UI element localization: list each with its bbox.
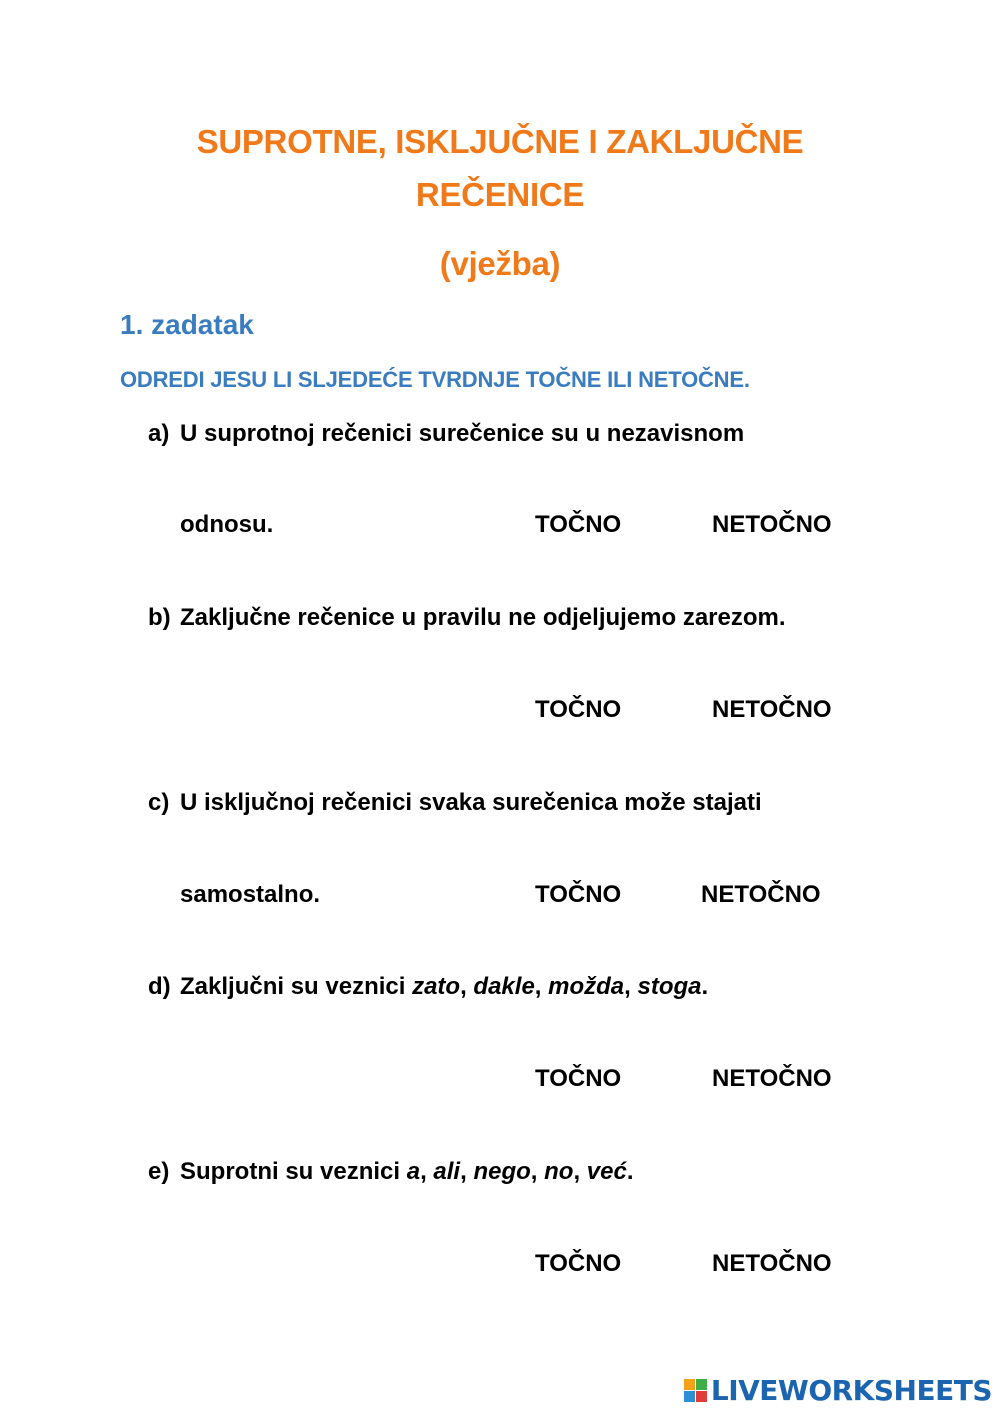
liveworksheets-logo[interactable]: [684, 1374, 992, 1407]
conjunction-word: možda: [548, 973, 625, 1000]
conjunction-word: zato: [412, 973, 461, 1000]
question-letter: e): [148, 1158, 170, 1185]
answer-false-option[interactable]: NETOČNO: [712, 511, 832, 538]
separator: ,: [624, 973, 638, 1000]
brand-name: LIVEWORKSHEETS: [710, 1374, 992, 1407]
title-line-2: REČENICE: [415, 176, 585, 213]
conjunction-word: nego: [473, 1158, 531, 1185]
answer-false-option[interactable]: NETOČNO: [701, 881, 821, 908]
answer-false-option[interactable]: NETOČNO: [712, 1250, 832, 1277]
answer-false-option[interactable]: NETOČNO: [712, 696, 832, 723]
separator: ,: [534, 973, 549, 1000]
separator: ,: [460, 1158, 474, 1185]
conjunction-word: no: [544, 1158, 574, 1185]
conjunction-word: a: [406, 1158, 421, 1185]
subtitle: (vježba): [439, 245, 561, 282]
question-text-line-1: U isključnoj rečenici svaka surečenica može stajati: [180, 789, 762, 816]
conjunction-word: već: [586, 1158, 627, 1185]
question-text-line-1: [180, 973, 708, 1001]
question-letter: b): [148, 604, 171, 631]
conjunction-word: ali: [433, 1158, 461, 1185]
conjunction-word: stoga: [637, 973, 702, 1000]
task-heading: 1. zadatak: [120, 309, 254, 340]
question-text-line-2: odnosu.: [180, 511, 274, 538]
question-text-line-1: Zaključne rečenice u pravilu ne odjeljujemo zarezom.: [180, 604, 786, 631]
sentence-end: .: [701, 973, 709, 1000]
liveworksheets-logo-icon: [684, 1379, 707, 1402]
separator: ,: [573, 1158, 587, 1185]
title-line-1: SUPROTNE, ISKLJUČNE I ZAKLJUČNE: [196, 123, 804, 160]
separator: ,: [530, 1158, 545, 1185]
answer-true-option[interactable]: TOČNO: [535, 881, 622, 908]
question-text-line-1: U suprotnoj rečenici surečenice su u nezavisnom: [180, 420, 745, 447]
question-letter: a): [148, 420, 170, 447]
question-prefix: Suprotni su veznici: [180, 1158, 407, 1185]
question-text-line-2: samostalno.: [180, 881, 321, 908]
answer-true-option[interactable]: TOČNO: [535, 1250, 622, 1277]
conjunction-word: dakle: [473, 973, 535, 1000]
answer-true-option[interactable]: TOČNO: [535, 1065, 622, 1092]
answer-true-option[interactable]: TOČNO: [535, 511, 622, 538]
sentence-end: .: [626, 1158, 634, 1185]
question-prefix: Zaključni su veznici: [180, 973, 413, 1000]
separator: ,: [460, 973, 474, 1000]
question-text-line-1: [180, 1158, 634, 1186]
question-letter: d): [148, 973, 171, 1000]
separator: ,: [420, 1158, 434, 1185]
answer-true-option[interactable]: TOČNO: [535, 696, 622, 723]
answer-false-option[interactable]: NETOČNO: [712, 1065, 832, 1092]
question-letter: c): [148, 789, 170, 816]
task-instruction: ODREDI JESU LI SLJEDEĆE TVRDNJE TOČNE ILI NETOČNE.: [120, 367, 750, 392]
